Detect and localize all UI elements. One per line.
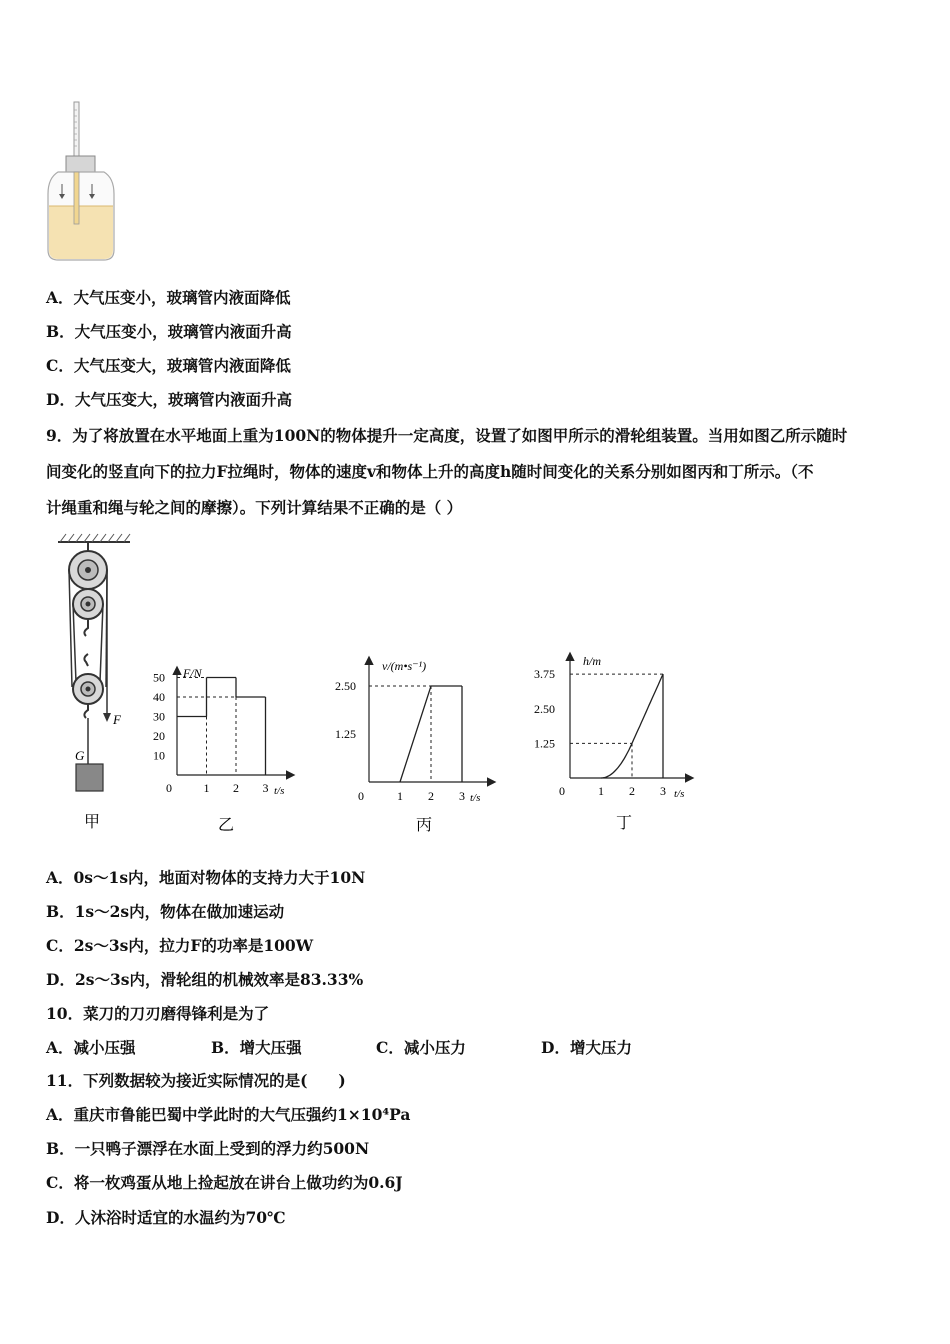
q11-option-b[interactable]: B．一只鸭子漂浮在水面上受到的浮力约500N bbox=[46, 1139, 370, 1158]
y-tick-label: 40 bbox=[153, 690, 165, 704]
x-tick-label: 0 bbox=[358, 789, 364, 803]
graph-ding-x-label: t/s bbox=[674, 788, 685, 800]
graph-yi-marks bbox=[153, 671, 269, 796]
q10-option-c[interactable]: C．减小压力 bbox=[376, 1038, 466, 1057]
x-tick-label: 2 bbox=[428, 789, 434, 803]
x-tick-label: 1 bbox=[598, 784, 604, 798]
q10-stem: 10．菜刀的刀刃磨得锋利是为了 bbox=[46, 1004, 270, 1023]
x-tick-label: 0 bbox=[166, 781, 172, 795]
q11-option-d[interactable]: D．人沐浴时适宜的水温约为70℃ bbox=[46, 1208, 286, 1227]
graph-yi-y-label: F/N bbox=[183, 666, 202, 680]
q11-option-c[interactable]: C．将一枚鸡蛋从地上捡起放在讲台上做功约为0.6J bbox=[46, 1173, 403, 1192]
graph-yi-x-label: t/s bbox=[274, 785, 285, 797]
q10-options-row bbox=[46, 1036, 632, 1058]
weight-g-label: G bbox=[75, 748, 85, 763]
x-tick-label: 1 bbox=[203, 781, 210, 795]
y-tick-label: 1.25 bbox=[534, 736, 555, 751]
q10-option-a[interactable]: A．减小压强 bbox=[46, 1038, 136, 1057]
x-tick-label: 2 bbox=[233, 781, 239, 795]
q10-option-d[interactable]: D．增大压力 bbox=[541, 1038, 632, 1057]
x-tick-label: 3 bbox=[459, 789, 465, 803]
q11-option-a[interactable]: A．重庆市鲁能巴蜀中学此时的大气压强约1×10⁴Pa bbox=[46, 1105, 411, 1124]
figure-jia-caption: 甲 bbox=[84, 814, 101, 831]
y-tick-label: 50 bbox=[153, 670, 165, 685]
y-tick-label: 2.50 bbox=[534, 701, 555, 716]
q8-option-c[interactable]: C．大气压变大，玻璃管内液面降低 bbox=[46, 356, 291, 375]
bottle-barometer-figure bbox=[40, 98, 125, 266]
x-tick-label: 3 bbox=[262, 781, 269, 795]
q9-option-b[interactable]: B．1s～2s内，物体在做加速运动 bbox=[46, 902, 285, 921]
figure-bing-caption: 丙 bbox=[416, 817, 433, 834]
y-tick-label: 1.25 bbox=[335, 727, 356, 741]
x-tick-label: 0 bbox=[559, 784, 565, 798]
force-time-graph bbox=[150, 660, 300, 842]
graph-bing-marks bbox=[335, 679, 465, 803]
x-tick-label: 1 bbox=[397, 789, 403, 803]
q9-stem-line-2: 间变化的竖直向下的拉力F拉绳时，物体的速度v和物体上升的高度h随时间变化的关系分别如图丙和丁所示。（不 bbox=[46, 462, 814, 481]
y-tick-label: 2.50 bbox=[335, 679, 356, 693]
pulley-system-figure bbox=[50, 532, 140, 842]
q9-stem-line-3: 计绳重和绳与轮之间的摩擦）。下列计算结果不正确的是（ ） bbox=[46, 498, 463, 517]
force-f-label: F bbox=[113, 712, 121, 727]
q8-option-b[interactable]: B．大气压变小，玻璃管内液面升高 bbox=[46, 322, 292, 341]
y-tick-label: 20 bbox=[153, 729, 165, 743]
graph-bing-y-label: v/(m•s⁻¹) bbox=[382, 659, 427, 673]
graph-ding-y-label: h/m bbox=[583, 654, 601, 668]
q9-stem-line-1: 9．为了将放置在水平地面上重为100N的物体提升一定高度，设置了如图甲所示的滑轮组装置。当用如图乙所示随时 bbox=[46, 426, 848, 445]
q10-option-b[interactable]: B．增大压强 bbox=[211, 1038, 302, 1057]
graph-bing-x-label: t/s bbox=[470, 792, 481, 804]
figure-ding-caption: 丁 bbox=[616, 815, 633, 832]
q9-option-d[interactable]: D．2s～3s内，滑轮组的机械效率是83.33% bbox=[46, 970, 364, 989]
q8-option-a[interactable]: A．大气压变小，玻璃管内液面降低 bbox=[46, 288, 291, 307]
q9-option-c[interactable]: C．2s～3s内，拉力F的功率是100W bbox=[46, 936, 314, 955]
figure-yi-caption: 乙 bbox=[218, 817, 235, 834]
y-tick-label: 30 bbox=[153, 709, 165, 724]
x-tick-label: 2 bbox=[629, 784, 635, 798]
q8-option-d[interactable]: D．大气压变大，玻璃管内液面升高 bbox=[46, 390, 292, 409]
q11-stem: 11．下列数据较为接近实际情况的是( ) bbox=[46, 1071, 346, 1090]
velocity-time-graph bbox=[330, 650, 500, 842]
q9-option-a[interactable]: A．0s～1s内，地面对物体的支持力大于10N bbox=[46, 868, 366, 887]
height-time-graph bbox=[528, 648, 698, 842]
y-tick-label: 10 bbox=[153, 748, 165, 763]
x-tick-label: 3 bbox=[660, 784, 666, 798]
y-tick-label: 3.75 bbox=[534, 667, 555, 682]
